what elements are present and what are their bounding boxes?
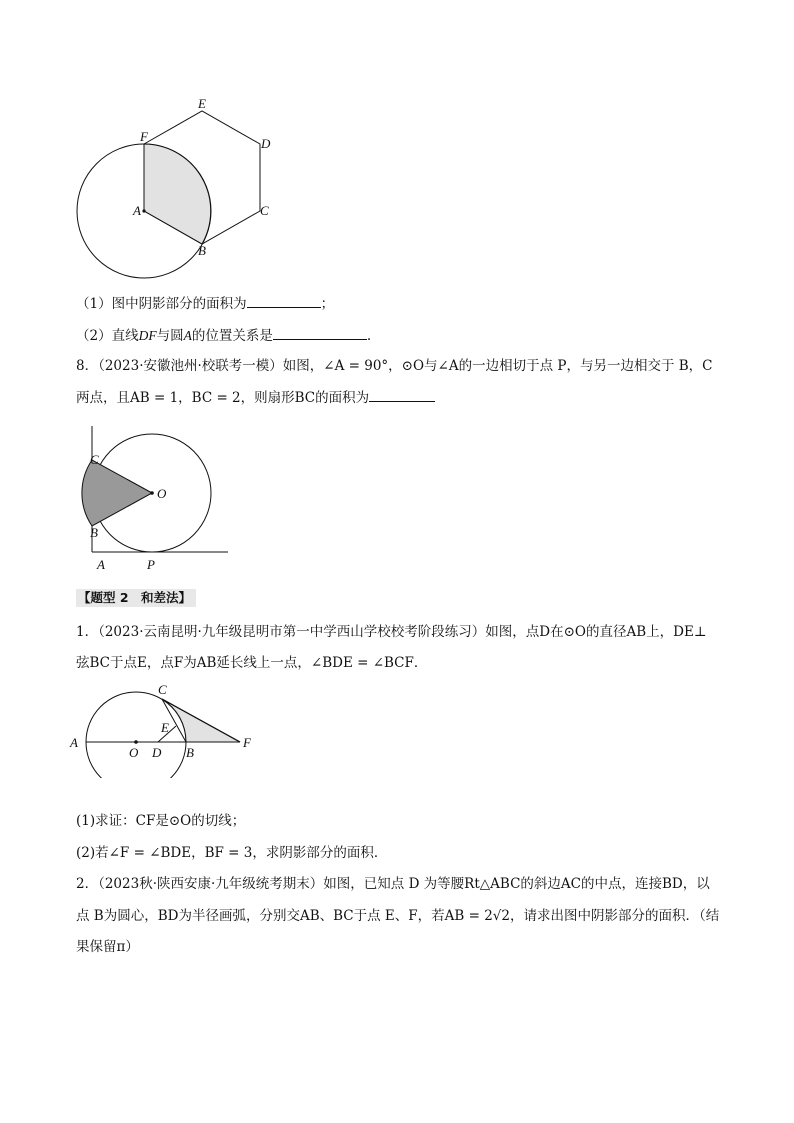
label-d: D	[152, 745, 162, 760]
answer-blank	[369, 387, 435, 402]
figure-tangent	[65, 678, 265, 778]
q7-part1: （1）图中阴影部分的面积为 ；	[76, 293, 334, 314]
q1-sub1: (1)求证：CF是⊙O的切线；	[76, 813, 246, 829]
label-b: B	[198, 243, 206, 258]
label-a: A	[133, 203, 141, 218]
label-a: A	[70, 735, 78, 750]
label-c: C	[90, 452, 99, 467]
q2-line3: 果保留π）	[76, 939, 139, 955]
point-o	[134, 740, 138, 744]
label-o: O	[157, 486, 167, 501]
label-f: F	[243, 735, 251, 750]
label-p: P	[147, 557, 155, 572]
section-header: 【题型 2 和差法】	[76, 589, 196, 607]
label-f: F	[140, 129, 148, 144]
point-a	[142, 209, 145, 212]
label-e: E	[161, 720, 169, 735]
label-b: B	[90, 525, 98, 540]
q7-part2: （2）直线DF与圆A的位置关系是 .	[76, 325, 371, 346]
q8-line1: 8．（2023·安徽池州·校联考一模）如图，∠A = 90°，⊙O与∠A的一边相切于点 P，与另一边相交于 B，C	[76, 358, 713, 374]
figure-circle-hexagon	[60, 90, 290, 290]
label-b: B	[186, 745, 194, 760]
q1-sub2: (2)若∠F = ∠BDE，BF = 3，求阴影部分的面积．	[76, 845, 388, 861]
shaded-sector	[144, 144, 211, 244]
label-c: C	[158, 682, 167, 697]
q2-line2: 点 B为圆心，BD为半径画弧，分别交AB、BC于点 E、F，若AB = 2√2，请求出图中阴影部分的面积．（结	[76, 908, 720, 924]
figure-circle-angle	[80, 420, 240, 580]
q1-line2: 弦BC于点E，点F为AB延长线上一点，∠BDE = ∠BCF．	[76, 655, 428, 671]
label-a: A	[97, 557, 105, 572]
q8-line2: 两点，且AB = 1，BC = 2，则扇形BC的面积为	[76, 387, 435, 408]
point-o	[150, 491, 154, 495]
label-d: D	[261, 136, 271, 151]
q1-line1: 1．（2023·云南昆明·九年级昆明市第一中学西山学校校考阶段练习）如图，点D在⊙O的直径AB上，DE⊥	[76, 624, 707, 640]
answer-blank	[247, 293, 321, 308]
answer-blank	[273, 325, 367, 340]
label-o: O	[129, 745, 139, 760]
label-c: C	[260, 203, 269, 218]
q2-line1: 2．（2023秋·陕西安康·九年级统考期末）如图，已知点 D 为等腰Rt△ABC的斜边AC的中点，连接BD，以	[76, 876, 710, 892]
shaded-sector	[82, 460, 152, 526]
label-e: E	[198, 96, 206, 111]
